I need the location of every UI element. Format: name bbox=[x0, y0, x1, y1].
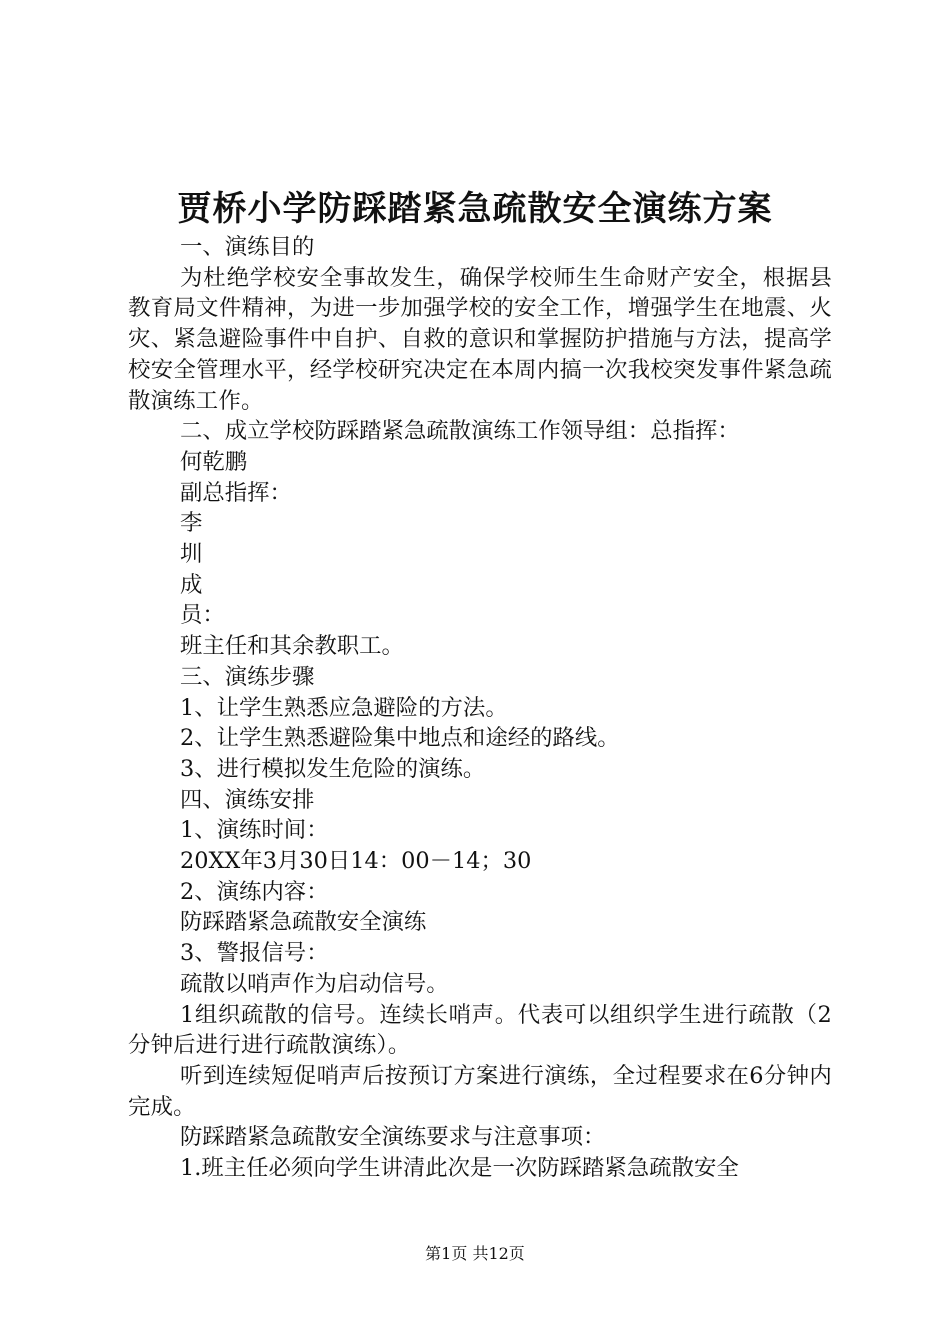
text-line: 圳 bbox=[180, 541, 203, 568]
section-heading: 二、成立学校防踩踏紧急疏散演练工作领导组：总指挥： bbox=[180, 418, 740, 445]
document-body bbox=[128, 232, 832, 1184]
text-line: 疏散以哨声作为启动信号。 bbox=[180, 970, 449, 997]
paragraph: 1组织疏散的信号。连续长哨声。代表可以组织学生进行疏散（2分钟后进行进行疏散演练）。 bbox=[128, 1001, 832, 1059]
text-line: 班主任和其余教职工。 bbox=[180, 633, 404, 660]
text-line: 李 bbox=[180, 510, 203, 537]
text-line: 20XX年3月30日14：00－14；30 bbox=[180, 848, 532, 875]
paragraph: 为杜绝学校安全事故发生，确保学校师生生命财产安全，根据县教育局文件精神，为进一步加强学校的安全工作，增强学生在地震、火灾、紧急避险事件中自护、自救的意识和掌握防护措施与方法，提高学校安全管理水平，经学校研究决定在本周内搞一次我校突发事件紧急疏散演练工作。 bbox=[128, 264, 832, 414]
document-title: 贾桥小学防踩踏紧急疏散安全演练方案 bbox=[177, 189, 773, 229]
page-footer: 第1页 共12页 bbox=[425, 1244, 525, 1263]
list-item: 2、演练内容： bbox=[180, 878, 329, 905]
list-item: 2、让学生熟悉避险集中地点和途经的路线。 bbox=[180, 725, 620, 752]
text-line: 防踩踏紧急疏散安全演练 bbox=[180, 909, 427, 936]
section-heading: 一、演练目的 bbox=[180, 234, 315, 260]
text-line: 防踩踏紧急疏散安全演练要求与注意事项： bbox=[180, 1124, 606, 1151]
text-line: 员： bbox=[180, 602, 225, 629]
text-line: 副总指挥： bbox=[180, 479, 292, 506]
paragraph: 听到连续短促哨声后按预订方案进行演练，全过程要求在6分钟内完成。 bbox=[128, 1062, 832, 1120]
list-item: 1.班主任必须向学生讲清此次是一次防踩踏紧急疏散安全 bbox=[180, 1155, 739, 1182]
section-heading: 四、演练安排 bbox=[180, 786, 315, 813]
list-item: 1、演练时间： bbox=[180, 817, 329, 844]
list-item: 3、进行模拟发生危险的演练。 bbox=[180, 755, 486, 782]
text-line: 何乾鹏 bbox=[180, 448, 248, 475]
section-heading: 三、演练步骤 bbox=[180, 663, 315, 690]
list-item: 1、让学生熟悉应急避险的方法。 bbox=[180, 694, 508, 721]
list-item: 3、警报信号： bbox=[180, 940, 329, 967]
text-line: 成 bbox=[180, 571, 203, 598]
